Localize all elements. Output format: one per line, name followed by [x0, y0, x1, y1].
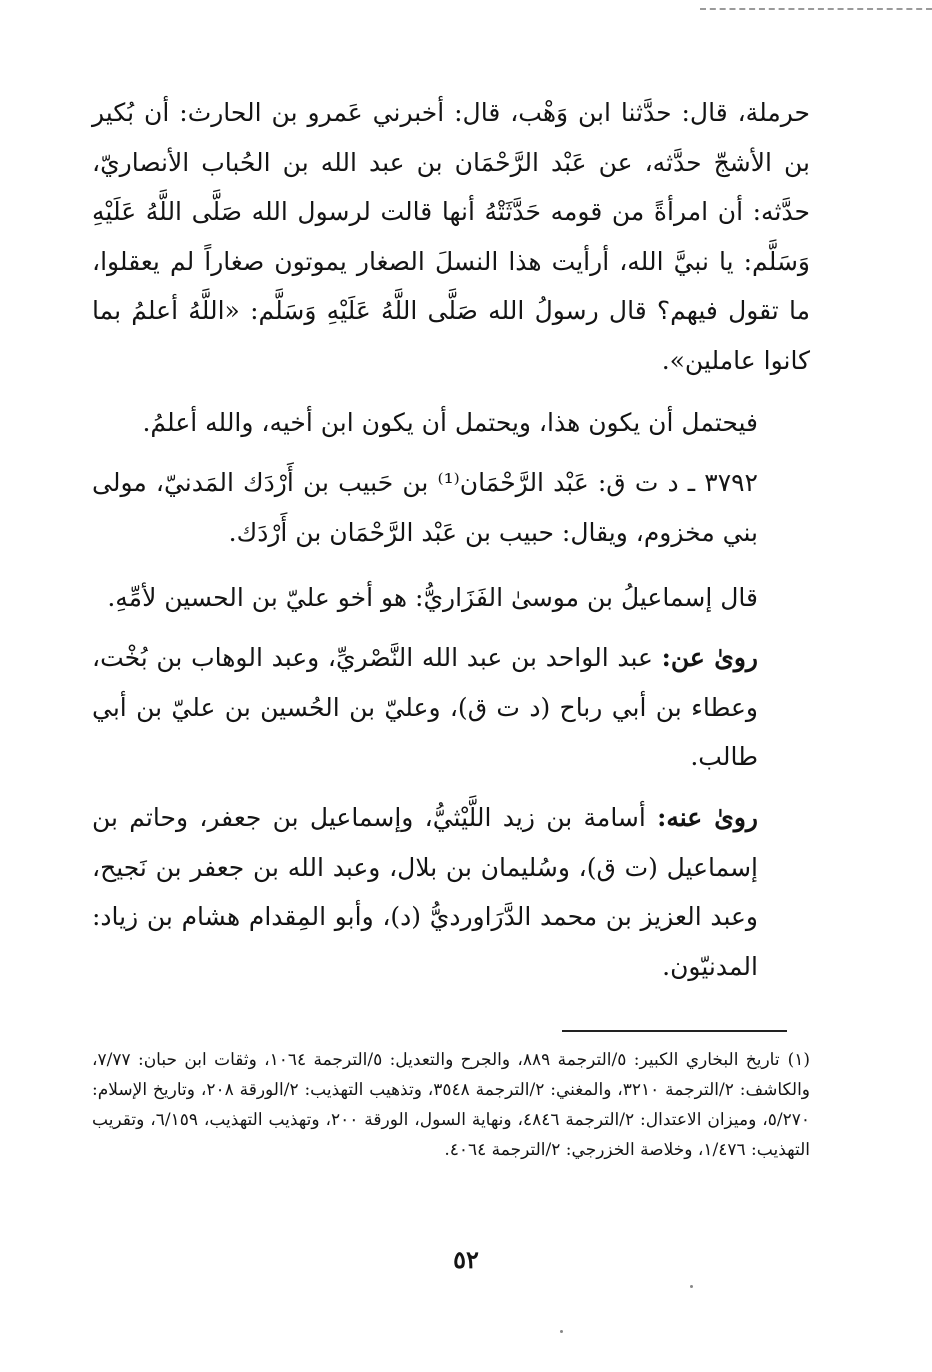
narrated-by-paragraph: [92, 793, 810, 991]
narration-paragraph: [92, 88, 810, 385]
narrated-by-line: [92, 793, 810, 991]
biography-entry-heading: [92, 458, 810, 557]
lineage-text: قال إسماعيلُ بن موسىٰ الفَزَاريُّ: هو أخو عليّ بن الحسين لأمِّهِ.: [107, 583, 758, 612]
narrated-from-text: عبد الواحد بن عبد الله النَّصْريِّ، وعبد الوهاب بن بُخْت، وعطاء بن أبي رباح (د ت ق)، وعليّ بن الحُسين بن عليّ بن أبي طالب.: [92, 643, 758, 771]
footnote-separator: [562, 1030, 787, 1032]
narrated-by-text: أسامة بن زيد اللَّيْثيُّ، وإسماعيل بن جعفر، وحاتم بن إسماعيل (ت ق)، وسُليمان بن بلال، وعبد الله بن جعفر بن نَجيح، وعبد العزيز بن محمد الدَّرَاورديُّ (د)، وأبو المِقدام هشام بن زياد: المدنيّون.: [92, 803, 758, 981]
page-number: ٥٢: [453, 1245, 479, 1274]
narrated-from-label: روىٰ عن:: [661, 643, 759, 672]
entry-title-text: ٣٧٩٢ ـ د ت ق: عَبْد الرَّحْمَان⁽¹⁾ بن حَبيب بن أَرْدَك المَدنيّ، مولى بني مخزوم، ويقال: حبيب بن عَبْد الرَّحْمَان بن أَرْدَك.: [92, 468, 758, 547]
comment-text: فيحتمل أن يكون هذا، ويحتمل أن يكون ابن أخيه، والله أعلمُ.: [142, 408, 758, 437]
scan-speck: [690, 1285, 693, 1288]
narrated-from-paragraph: [92, 633, 810, 782]
footnote: [92, 1045, 810, 1165]
narrated-from-line: [92, 633, 810, 782]
narrated-by-label: روىٰ عنه:: [657, 803, 758, 832]
hadith-text: حرملة، قال: حدَّثنا ابن وَهْب، قال: أخبرني عَمرو بن الحارث: أن بُكير بن الأشجّ حدَّثه، عن عَبْد الرَّحْمَان بن عبد الله بن الحُباب الأنصاريّ، حدَّثه: أن امرأةً من قومه حَدَّثَتْهُ أنها قالت لرسول الله صَلَّى اللَّهُ عَلَيْهِ وَسَلَّم: يا نبيَّ الله، أرأيت هذا النسلَ الصغار يموتون صغاراً لم يعقلوا، ما تقول فيهم؟ قال رسولُ الله صَلَّى اللَّهُ عَلَيْهِ وَسَلَّم: «اللَّهُ أعلمُ بما كانوا عاملين».: [92, 98, 810, 375]
scan-speck: [560, 1330, 563, 1333]
scan-edge-mark: [700, 8, 932, 10]
comment-paragraph: [92, 398, 810, 448]
lineage-paragraph: [92, 573, 810, 623]
footnote-text: تاريخ البخاري الكبير: ٥/الترجمة ٨٨٩، والجرح والتعديل: ٥/الترجمة ١٠٦٤، وثقات ابن حبان: ٧/٧٧، والكاشف: ٢/الترجمة ٣٢١٠، والمغني: ٢/الترجمة ٣٥٤٨، وتذهيب التهذيب: ٢/الورقة ٢٠٨، وتاريخ الإسلام: ٥/٢٧٠، وميزان الاعتدال: ٢/الترجمة ٤٨٤٦، ونهاية السول، الورقة ٢٠٠، وتهذيب التهذيب، ٦/١٥٩، وتقريب التهذيب: ١/٤٧٦، وخلاصة الخزرجي: ٢/الترجمة ٤٠٦٤.: [92, 1050, 810, 1160]
footnote-number: (١): [787, 1050, 810, 1070]
